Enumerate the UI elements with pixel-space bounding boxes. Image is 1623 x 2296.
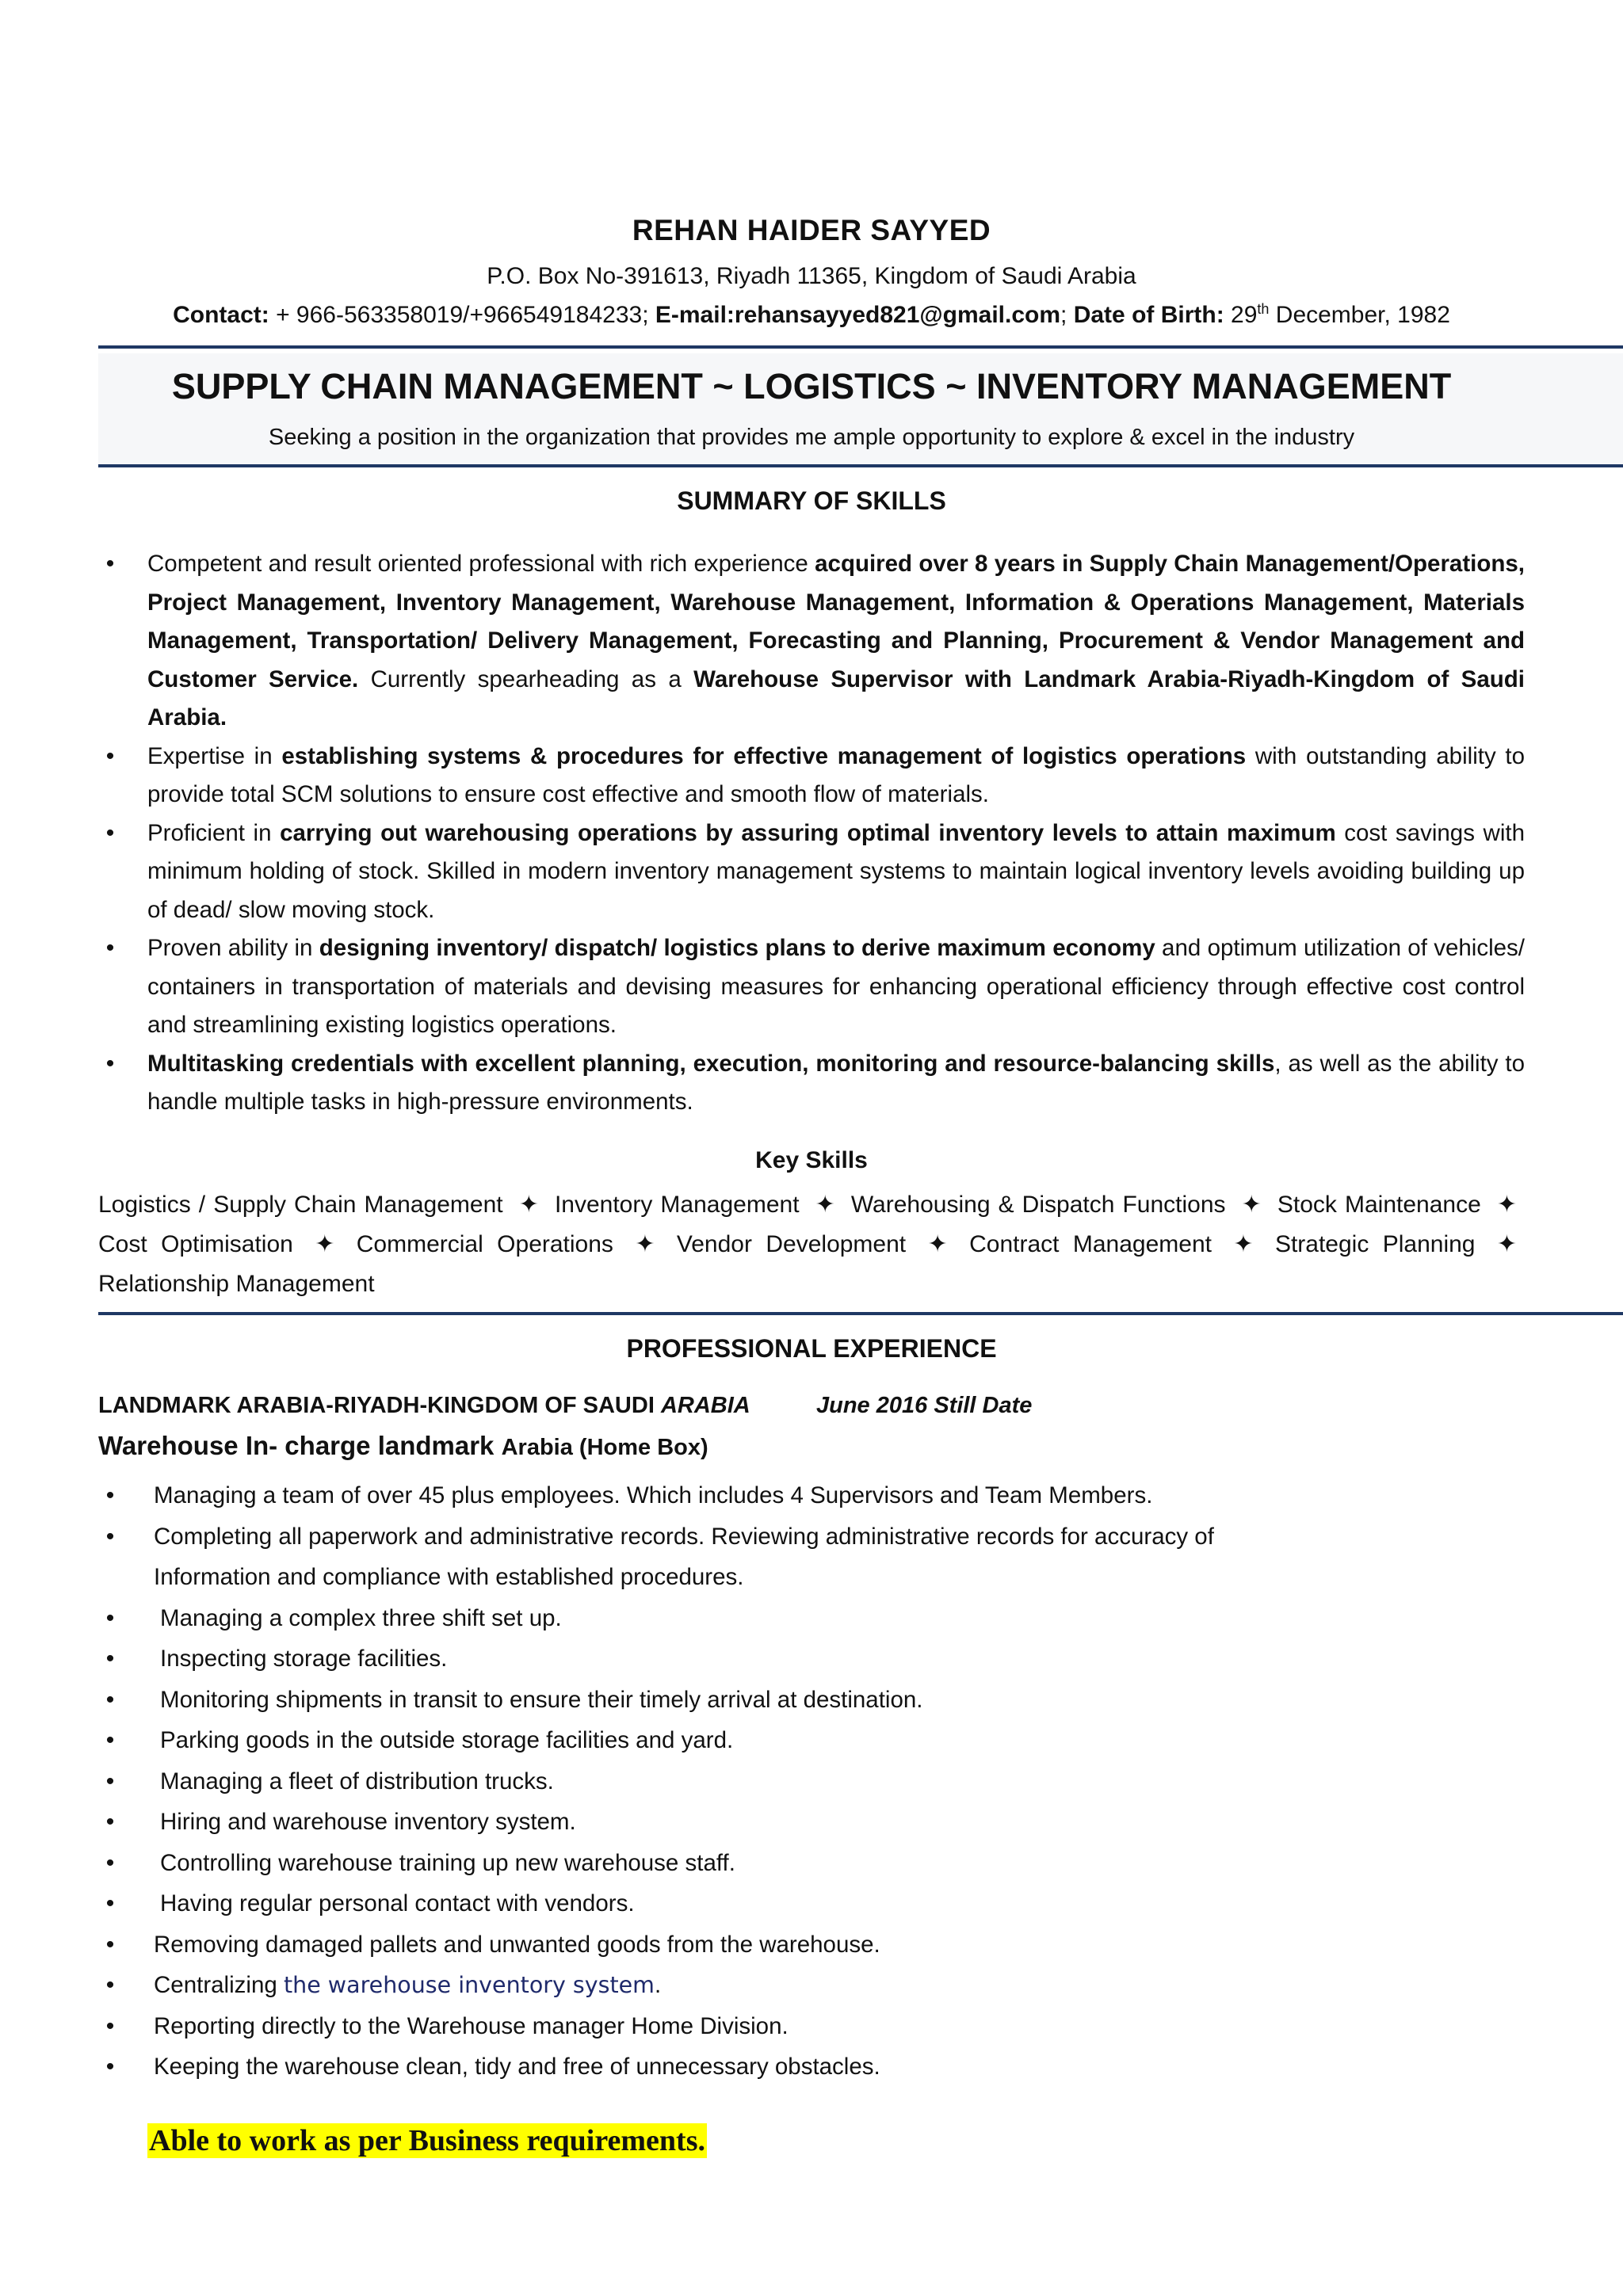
duty-item (98, 1720, 1445, 1761)
duty-text: Removing damaged pallets and unwanted goods from the warehouse. (154, 1931, 880, 1958)
dob-separator: ; (1060, 302, 1074, 328)
star-separator-icon: ✦ (315, 1231, 335, 1257)
company-name-italic: ARABIA (660, 1393, 750, 1418)
summary-item (98, 738, 1525, 814)
bullet-icon: • (105, 1646, 115, 1672)
bullet-icon: • (105, 819, 115, 846)
summary-text: Proficient in (147, 819, 281, 846)
star-separator-icon: ✦ (815, 1192, 835, 1218)
job-header (98, 1393, 1033, 1419)
duty-item (98, 2006, 1445, 2047)
star-separator-icon: ✦ (1496, 1192, 1518, 1218)
contact-line (98, 301, 1525, 329)
summary-text: with outstanding ability to provide total SCM solutions to ensure cost effective and smooth flow of materials. (147, 742, 1525, 807)
company-name: LANDMARK ARABIA-RIYADH-KINGDOM OF SAUDI (98, 1393, 661, 1418)
objective-statement: Seeking a position in the organization that provides me ample opportunity to explore & excel in the industry (268, 425, 1355, 450)
job-role-sub: Arabia (Home Box) (501, 1435, 708, 1460)
duty-text: Controlling warehouse training up new warehouse staff. (160, 1849, 735, 1876)
job-role-main: Warehouse In- charge landmark (98, 1431, 502, 1460)
bullet-icon: • (105, 2012, 115, 2039)
key-skill-item: Inventory Management (554, 1192, 800, 1218)
summary-text: , as well as the ability to handle multiple tasks in high-pressure environments. (147, 1050, 1525, 1115)
bullet-icon: • (105, 1890, 115, 1917)
summary-title: SUMMARY OF SKILLS (677, 486, 946, 515)
experience-title: PROFESSIONAL EXPERIENCE (626, 1334, 997, 1363)
bullet-icon: • (105, 2054, 115, 2080)
key-skill-item: Logistics / Supply Chain Management (98, 1192, 503, 1218)
duty-item (98, 1598, 1445, 1639)
summary-text-bold: designing inventory/ dispatch/ logistics plans to derive maximum economy (319, 935, 1155, 961)
summary-text: Currently spearheading as a (358, 666, 694, 692)
bullet-icon: • (105, 1809, 115, 1835)
duty-item (98, 1843, 1445, 1884)
summary-item (98, 545, 1525, 738)
divider-experience (98, 1312, 1623, 1315)
bullet-icon: • (105, 1604, 115, 1631)
dob-day: 29 (1224, 302, 1258, 328)
duty-text: Managing a complex three shift set up. (160, 1604, 562, 1631)
bullet-icon: • (105, 742, 115, 769)
star-separator-icon: ✦ (1496, 1231, 1518, 1257)
summary-text: Expertise in (147, 742, 282, 769)
duty-text: Centralizing (154, 1972, 284, 1998)
star-separator-icon: ✦ (1233, 1231, 1254, 1257)
email-address[interactable]: rehansayyed821@gmail.com (734, 302, 1061, 328)
duty-text: Parking goods in the outside storage facilities and yard. (160, 1727, 734, 1753)
summary-text: and optimum utilization of vehicles/ containers in transportation of materials and devising measures for enhancing operational efficiency through effective cost control and streamlining existing logistics operations. (147, 935, 1525, 1038)
duty-item (98, 1680, 1445, 1721)
bullet-icon: • (105, 1050, 115, 1077)
key-skill-item: Commercial Operations (356, 1231, 613, 1257)
phone-numbers: + 966-563358019/+966549184233; (269, 302, 655, 328)
duty-item (98, 1883, 1445, 1924)
duty-text: Monitoring shipments in transit to ensure their timely arrival at destination. (160, 1686, 923, 1713)
star-separator-icon: ✦ (635, 1231, 655, 1257)
job-role (98, 1431, 708, 1461)
duty-item-continuation (98, 1557, 1445, 1598)
duty-item (98, 1761, 1445, 1802)
contact-label: Contact: (173, 302, 269, 328)
key-skill-item: Cost Optimisation (98, 1231, 293, 1257)
summary-text: Proven ability in (147, 935, 319, 961)
duty-text: Completing all paperwork and administrative records. Reviewing administrative records for accuracy of (154, 1523, 1214, 1550)
duty-text: Inspecting storage facilities. (160, 1646, 448, 1672)
summary-list (98, 545, 1525, 1122)
divider-top (98, 345, 1623, 349)
duty-item (98, 1638, 1445, 1680)
headline-title: SUPPLY CHAIN MANAGEMENT ~ LOGISTICS ~ INVENTORY MANAGEMENT (171, 366, 1452, 406)
divider-headline (98, 464, 1623, 467)
star-separator-icon: ✦ (518, 1192, 539, 1218)
key-skills-title: Key Skills (755, 1147, 868, 1173)
key-skill-item: Vendor Development (676, 1231, 907, 1257)
key-skill-item: Strategic Planning (1274, 1231, 1476, 1257)
bullet-icon: • (105, 551, 115, 577)
duty-item (98, 2046, 1445, 2088)
bullet-icon: • (105, 1849, 115, 1876)
star-separator-icon: ✦ (927, 1231, 948, 1257)
duty-text: Managing a fleet of distribution trucks. (160, 1768, 554, 1794)
summary-text-bold: establishing systems & procedures for effective management of logistics operations (281, 742, 1247, 769)
bullet-icon: • (105, 1523, 115, 1550)
duty-item (98, 1924, 1445, 1966)
duty-text: Information and compliance with established procedures. (154, 1564, 744, 1590)
duty-item (98, 1516, 1445, 1558)
summary-text: cost savings with minimum holding of stock. Skilled in modern inventory management systems to maintain logical inventory levels avoiding building up of dead/ slow moving stock. (147, 819, 1525, 923)
bullet-icon: • (105, 1768, 115, 1794)
duty-text: Managing a team of over 45 plus employees. Which includes 4 Supervisors and Team Members. (154, 1482, 1153, 1508)
bullet-icon: • (105, 1727, 115, 1753)
availability-note: Able to work as per Business requirements. (149, 2124, 705, 2157)
summary-text-bold: Warehouse Supervisor with Landmark Arabia-Riyadh-Kingdom of Saudi Arabia. (147, 666, 1525, 730)
summary-text: Competent and result oriented professional with rich experience (147, 551, 815, 577)
email-label: E-mail: (655, 302, 735, 328)
job-dates: June 2016 Still Date (816, 1393, 1033, 1418)
duty-text: Reporting directly to the Warehouse manager Home Division. (154, 2012, 789, 2039)
key-skill-item: Relationship Management (98, 1271, 375, 1297)
duty-text: Having regular personal contact with vendors. (160, 1890, 635, 1917)
duty-item (98, 1802, 1445, 1843)
duty-text: Hiring and warehouse inventory system. (160, 1809, 576, 1835)
key-skill-item: Warehousing & Dispatch Functions (850, 1192, 1226, 1218)
dob-rest: December, 1982 (1269, 302, 1450, 328)
summary-text-bold: Multitasking credentials with excellent planning, execution, monitoring and resource-balancing skills (147, 1050, 1275, 1077)
candidate-name: REHAN HAIDER SAYYED (632, 214, 991, 246)
star-separator-icon: ✦ (1241, 1192, 1262, 1218)
summary-item (98, 929, 1525, 1045)
dob-label: Date of Birth: (1073, 302, 1224, 328)
summary-item (98, 814, 1525, 930)
duty-text-end: . (654, 1972, 662, 1998)
postal-address: P.O. Box No-391613, Riyadh 11365, Kingdom of Saudi Arabia (487, 263, 1136, 289)
key-skills-list (98, 1185, 1525, 1304)
duty-text-highlight: the warehouse inventory system (283, 1972, 655, 1998)
key-skill-item: Contract Management (969, 1231, 1212, 1257)
duty-item (98, 1475, 1445, 1516)
bullet-icon: • (105, 935, 115, 961)
duty-item (98, 1965, 1445, 2006)
summary-text-bold: carrying out warehousing operations by assuring optimal inventory levels to attain maximum (280, 819, 1336, 846)
bullet-icon: • (105, 1931, 115, 1958)
duties-list (98, 1475, 1445, 2088)
summary-item (98, 1045, 1525, 1122)
dob-suffix: th (1257, 301, 1270, 317)
bullet-icon: • (105, 1972, 115, 1998)
bullet-icon: • (105, 1686, 115, 1713)
key-skill-item: Stock Maintenance (1277, 1192, 1481, 1218)
duty-text: Keeping the warehouse clean, tidy and free of unnecessary obstacles. (154, 2054, 880, 2080)
bullet-icon: • (105, 1482, 115, 1508)
summary-text-bold: acquired over 8 years in Supply Chain Management/Operations, Project Management, Inventory Management, Warehouse Management, Information & Operations Management, Materials Management, Transportation/ Delivery Management, Forecasting and Planning, Procurement & Vendor Management and Customer Service. (147, 551, 1525, 692)
